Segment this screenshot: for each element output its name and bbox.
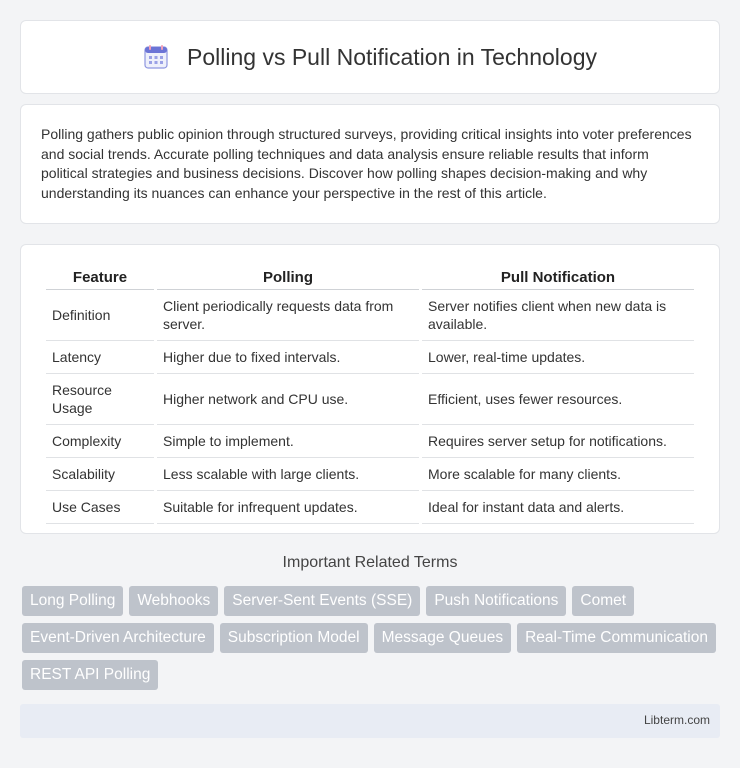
related-terms-title: Important Related Terms <box>282 554 458 571</box>
related-term-tag[interactable]: Webhooks <box>129 586 218 616</box>
related-term-tag[interactable]: Long Polling <box>22 586 123 616</box>
related-term-tag[interactable]: Subscription Model <box>220 623 368 653</box>
table-row <box>46 491 694 524</box>
table-cell: Scalability <box>46 458 154 491</box>
footer <box>20 704 720 738</box>
table-cell: Higher due to fixed intervals. <box>157 341 419 374</box>
table-cell: Higher network and CPU use. <box>157 374 419 425</box>
table-header-cell: Polling <box>157 265 419 290</box>
table-header-cell: Pull Notification <box>422 265 694 290</box>
related-term-tag[interactable]: Push Notifications <box>426 586 566 616</box>
table-row <box>46 425 694 458</box>
table-cell: Complexity <box>46 425 154 458</box>
page-title: Polling vs Pull Notification in Technology <box>187 43 597 70</box>
related-terms-list <box>22 586 722 690</box>
related-term-tag[interactable]: Comet <box>572 586 634 616</box>
table-cell: Latency <box>46 341 154 374</box>
table-row <box>46 374 694 425</box>
footer-link[interactable]: Libterm.com <box>643 713 710 727</box>
related-term-tag[interactable]: Real-Time Communication <box>517 623 716 653</box>
comparison-table-card <box>20 244 720 534</box>
table-cell: Efficient, uses fewer resources. <box>422 374 694 425</box>
table-cell: Less scalable with large clients. <box>157 458 419 491</box>
table-header-row <box>46 265 694 290</box>
table-row <box>46 290 694 341</box>
table-cell: Requires server setup for notifications. <box>422 425 694 458</box>
table-cell: Definition <box>46 290 154 341</box>
table-header-cell: Feature <box>46 265 154 290</box>
table-cell: Lower, real-time updates. <box>422 341 694 374</box>
intro-card <box>20 104 720 224</box>
table-row <box>46 458 694 491</box>
related-term-tag[interactable]: Event-Driven Architecture <box>22 623 214 653</box>
related-term-tag[interactable]: REST API Polling <box>22 660 158 690</box>
table-cell: More scalable for many clients. <box>422 458 694 491</box>
table-cell: Suitable for infrequent updates. <box>157 491 419 524</box>
table-cell: Resource Usage <box>46 374 154 425</box>
table-cell: Use Cases <box>46 491 154 524</box>
table-cell: Simple to implement. <box>157 425 419 458</box>
table-cell: Ideal for instant data and alerts. <box>422 491 694 524</box>
comparison-table <box>43 265 697 524</box>
intro-text: Polling gathers public opinion through structured surveys, providing critical insights into voter preferences and social trends. Accurate polling techniques and data analysis ensure reliable results that inform political strategies and business decisions. Discover how polling shapes decision-making and why understanding its nuances can enhance your perspective in the rest of this article. <box>41 126 692 201</box>
related-term-tag[interactable]: Server-Sent Events (SSE) <box>224 586 420 616</box>
table-cell: Client periodically requests data from server. <box>157 290 419 341</box>
header-card <box>20 20 720 94</box>
calendar-icon <box>143 44 169 70</box>
table-row <box>46 341 694 374</box>
related-term-tag[interactable]: Message Queues <box>374 623 512 653</box>
table-cell: Server notifies client when new data is available. <box>422 290 694 341</box>
